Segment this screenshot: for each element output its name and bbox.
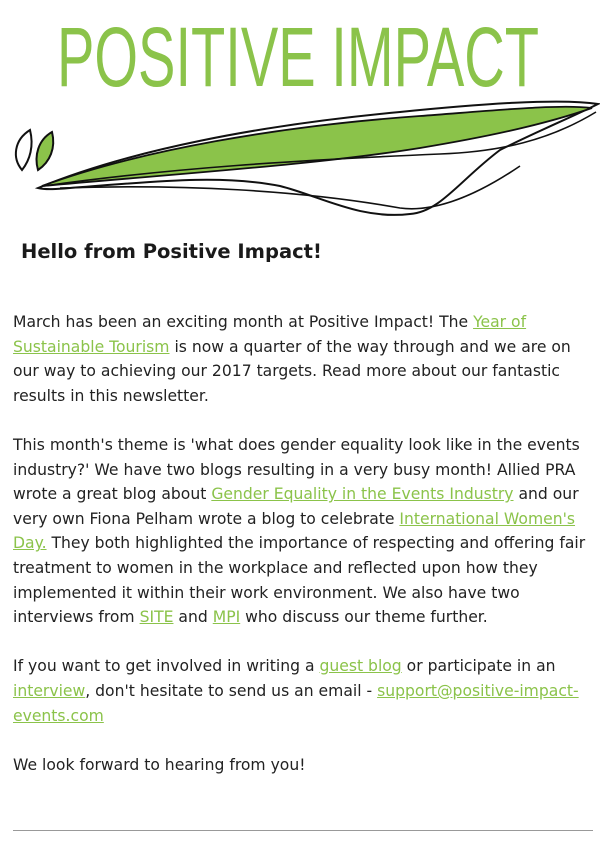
text-span: , don't hesitate to send us an email - bbox=[85, 681, 378, 700]
closing-paragraph: We look forward to hearing from you! bbox=[13, 755, 306, 774]
text-span: is now a quarter of the way through and we are on our way to achieving our 2017 targets. Read more about our fantastic results in this newsletter. bbox=[13, 337, 571, 405]
intro-paragraph bbox=[13, 310, 593, 408]
newsletter-body bbox=[13, 310, 593, 802]
newsletter-header bbox=[0, 0, 600, 225]
text-span: and our very own Fiona Pelham wrote a blog to celebrate bbox=[13, 485, 579, 528]
greeting-heading: Hello from Positive Impact! bbox=[21, 240, 322, 263]
section-divider bbox=[13, 830, 593, 831]
site-interview-link[interactable]: SITE bbox=[139, 608, 174, 627]
text-span: If you want to get involved in writing a bbox=[13, 657, 320, 676]
leaf-outline-icon bbox=[16, 130, 32, 170]
year-of-sustainable-tourism-link[interactable]: Year of Sustainable Tourism bbox=[13, 313, 527, 356]
text-span: They both highlighted the importance of respecting and offering fair treatment to women in the workplace and reflected upon how they implemented it within their work environment. We also have two interviews from bbox=[13, 534, 586, 627]
text-span: and bbox=[173, 608, 213, 627]
text-span: who discuss our theme further. bbox=[240, 608, 488, 627]
guest-blog-link[interactable]: guest blog bbox=[319, 657, 402, 676]
leaf-green-icon bbox=[37, 132, 54, 170]
mpi-interview-link[interactable]: MPI bbox=[212, 608, 241, 627]
interview-link[interactable]: interview bbox=[13, 681, 86, 700]
gender-equality-blog-link[interactable]: Gender Equality in the Events Industry bbox=[211, 485, 514, 504]
theme-paragraph bbox=[13, 433, 593, 630]
positive-impact-logo bbox=[0, 0, 600, 225]
international-womens-day-link[interactable]: International Women's Day. bbox=[13, 509, 576, 553]
text-span: March has been an exciting month at Positive Impact! The bbox=[13, 313, 474, 331]
support-email-link[interactable]: support@positive-impact-events.com bbox=[13, 681, 579, 725]
get-involved-paragraph bbox=[13, 654, 593, 728]
text-span: This month's theme is 'what does gender equality look like in the events industry?' We have two blogs resulting in a very busy month! Allied PRA wrote a great blog about bbox=[13, 435, 580, 504]
text-span: or participate in an bbox=[401, 657, 556, 676]
logo-text: POSITIVE IMPACT bbox=[57, 10, 539, 104]
